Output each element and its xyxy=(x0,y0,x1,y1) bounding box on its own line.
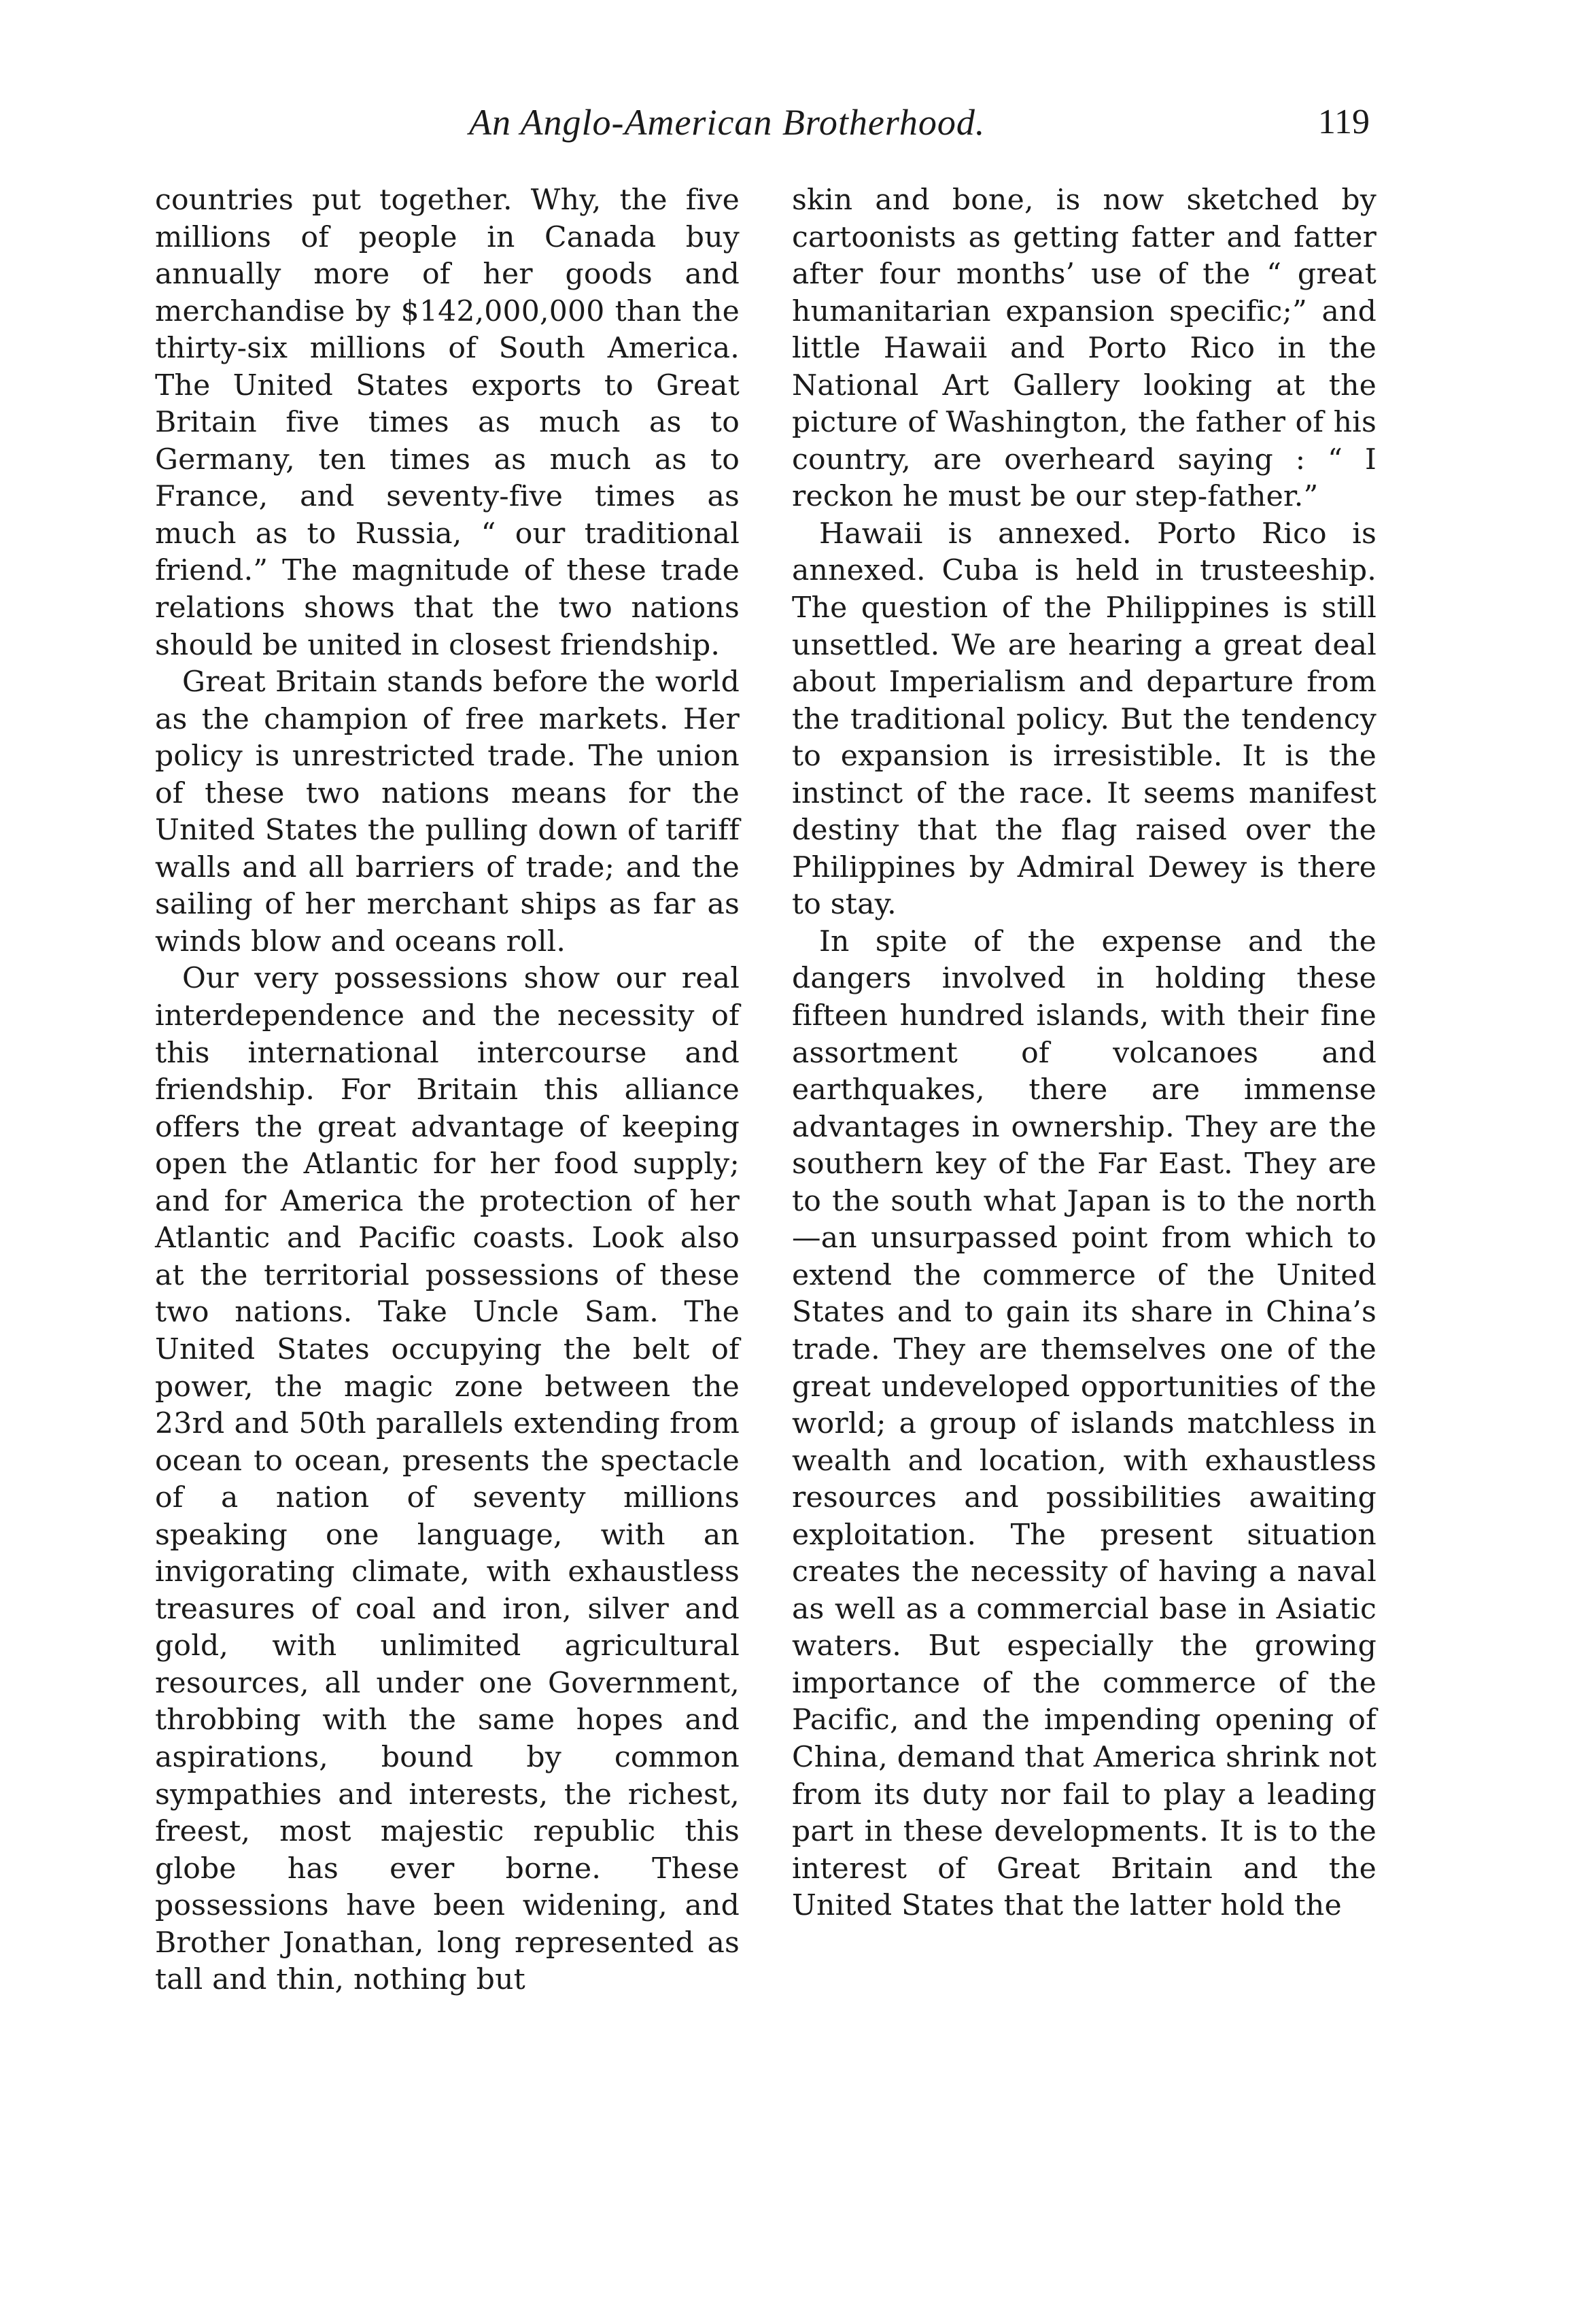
left-paragraph-1: countries put together. Why, the five millions of people in Canada buy annually more of her goods and merchandise by $142,000,000 than the thirty-six millions of South America. The United States exports to Great Britain five times as much as to Germany, ten times as much as to France, and seventy-five times as much as to Russia, “ our traditional friend.” The magnitude of these trade relations shows that the two nations should be united in closest friendship. xyxy=(155,184,740,662)
page-number: 119 xyxy=(1317,103,1370,141)
running-title: An Anglo-American Brotherhood. xyxy=(469,102,986,143)
left-column xyxy=(155,182,740,1999)
left-paragraph-3: Our very possessions show our real interdependence and the necessity of this international intercourse and friendship. For Britain this alliance offers the great advantage of keeping open the Atlantic for her food supply; and for America the protection of her Atlantic and Pacific coasts. Look also at the territorial possessions of these two nations. Take Uncle Sam. The United States occupying the belt of power, the magic zone between the 23rd and 50th parallels extending from ocean to ocean, presents the spectacle of a nation of seventy millions speaking one language, with an invigorating climate, with exhaustless treasures of coal and iron, silver and gold, with unlimited agricultural resources, all under one Government, throbbing with the same hopes and aspirations, bound by common sympathies and interests, the richest, freest, most majestic republic this globe has ever borne. These possessions have been widening, and Brother Jonathan, long represented as tall and thin, nothing but xyxy=(155,962,740,1997)
right-paragraph-1: skin and bone, is now sketched by cartoonists as getting fatter and fatter after four months’ use of the “ great humanitarian expansion specific;” and little Hawaii and Porto Rico in the National Art Gallery looking at the picture of Washington, the father of his country, are overheard saying : “ I reckon he must be our step-father.” xyxy=(792,184,1377,514)
right-column xyxy=(792,182,1377,1925)
left-paragraph-2: Great Britain stands before the world as the champion of free markets. Her policy is unrestricted trade. The union of these two nations means for the United States the pulling down of tariff walls and all barriers of trade; and the sailing of her merchant ships as far as winds blow and oceans roll. xyxy=(155,665,740,958)
running-head xyxy=(0,92,1592,153)
right-paragraph-3: In spite of the expense and the dangers involved in holding these fifteen hundred islands, with their fine assortment of volcanoes and earthquakes, there are immense advantages in ownership. They are the southern key of the Far East. They are to the south what Japan is to the north—an unsurpassed point from which to extend the commerce of the United States and to gain its share in China’s trade. They are themselves one of the great undeveloped opportunities of the world; a group of islands matchless in wealth and location, with exhaustless resources and possibilities awaiting exploitation. The present situation creates the necessity of having a naval as well as a commercial base in Asiatic waters. But especially the growing importance of the commerce of the Pacific, and the impending opening of China, demand that America shrink not from its duty nor fail to play a leading part in these developments. It is to the interest of Great Britain and the United States that the latter hold the xyxy=(792,924,1377,1923)
right-paragraph-2: Hawaii is annexed. Porto Rico is annexed. Cuba is held in trusteeship. The question of the Philippines is still unsettled. We are hearing a great deal about Imperialism and departure from the traditional policy. But the tendency to expansion is irresistible. It is the instinct of the race. It seems manifest destiny that the flag raised over the Philippines by Admiral Dewey is there to stay. xyxy=(792,517,1377,922)
